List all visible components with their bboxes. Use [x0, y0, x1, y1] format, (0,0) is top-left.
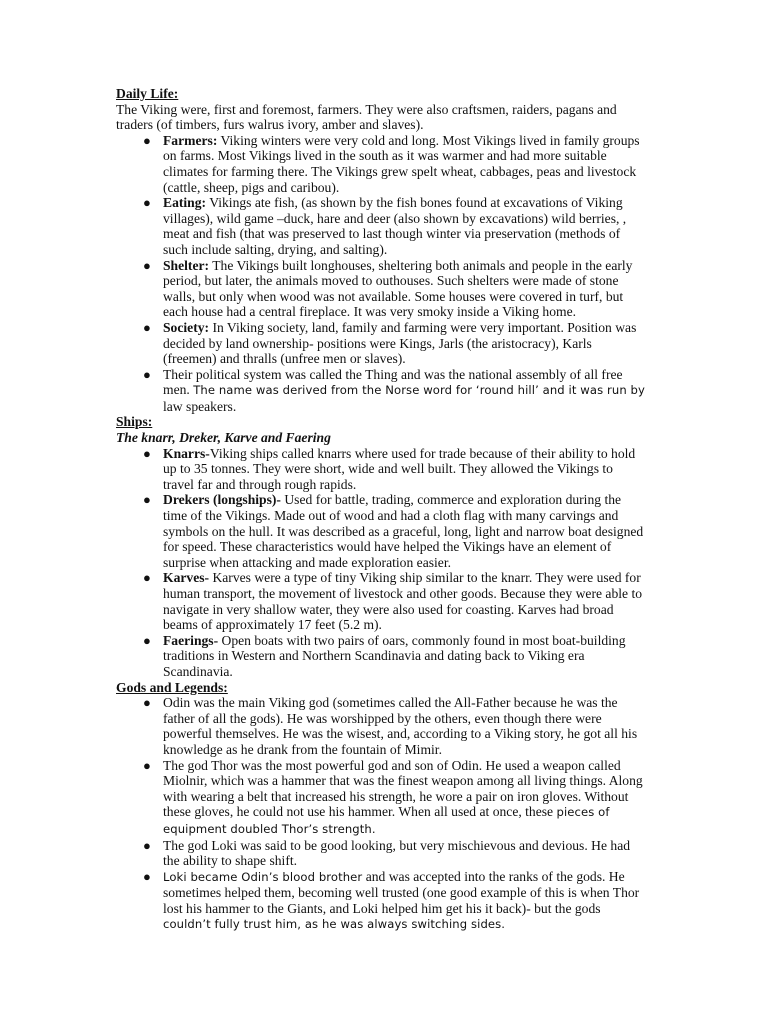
item-term: Drekers (longships)-: [163, 492, 281, 508]
item-term: Karves-: [163, 570, 210, 586]
section-subheading: The knarr, Dreker, Karve and Faering: [116, 430, 331, 446]
list-item: [116, 367, 646, 415]
bullet-icon: ●: [143, 319, 151, 335]
bullet-icon: ●: [143, 492, 151, 508]
bullet-icon: ●: [143, 837, 151, 853]
list-item: [116, 133, 646, 195]
item-text: Open boats with two pairs of oars, commonly found in most boat-building traditions in Western and Northern Scandinavia and dating back to Viking era Scandinavia.: [163, 632, 626, 679]
item-text: Used for battle, trading, commerce and exploration during the time of the Vikings. Made out of wood and had a cloth flag with many carvings and symbols on the hull. It was described as a graceful, long, light and narrow boat designed for speed. These characteristics would have helped the Vikings have an element of surprise when attacking and made exploration easier.: [163, 492, 644, 570]
list-item: [116, 633, 646, 680]
list-item: [116, 195, 646, 257]
list-item: [116, 838, 646, 869]
item-text: law speakers.: [163, 398, 237, 414]
item-term: Faerings-: [163, 632, 219, 648]
list-item: [116, 320, 646, 367]
bullet-list: [116, 446, 646, 680]
bullet-icon: ●: [143, 757, 151, 773]
document-body: [116, 86, 646, 933]
section-heading: Ships:: [116, 414, 153, 430]
item-text: The god Loki was said to be good looking, but very mischievous and devious. He had the ability to shape shift.: [163, 837, 631, 869]
item-text: In Viking society, land, family and farming were very important. Position was decided by land ownership- positions were Kings, Jarls (the aristocracy), Karls (freemen) and thralls (unfree men or slaves).: [163, 319, 637, 367]
list-item: [116, 446, 646, 493]
item-text: Their political system was called the Thing and was the national assembly of all free men.: [163, 366, 623, 398]
item-term: Society:: [163, 319, 210, 335]
item-term: Farmers:: [163, 132, 218, 148]
item-text: The Vikings built longhouses, sheltering both animals and people in the early period, but later, the animals moved to outhouses. Such shelters were made of stone walls, but only when wood was not available. Some houses were covered in turf, but each house had a central fireplace. It was very smoky inside a Viking home.: [163, 257, 633, 320]
bullet-icon: ●: [143, 132, 151, 148]
item-text: and was accepted into the ranks of the gods. He sometimes helped them, becoming well trusted (one good example of this is when Thor lost his hammer to the Giants, and Loki helped him get his it back)- but the gods: [163, 868, 640, 916]
item-text: Viking ships called knarrs where used for trade because of their ability to hold up to 35 tonnes. They were short, wide and well built. They allowed the Vikings to travel far and through rough rapids.: [163, 445, 636, 492]
item-text-alt: couldn’t fully trust him, as he was always switching sides.: [163, 917, 506, 932]
item-text-alt: pieces of equipment doubled Thor’s strength.: [163, 805, 610, 836]
list-item: [116, 492, 646, 570]
list-item: [116, 258, 646, 320]
bullet-icon: ●: [143, 695, 151, 711]
item-term: Eating:: [163, 195, 207, 211]
item-term: Shelter:: [163, 257, 210, 273]
section-heading: Daily Life:: [116, 86, 179, 101]
bullet-list: [116, 695, 646, 933]
item-term: Knarrs-: [163, 445, 210, 461]
item-text-alt: The name was derived from the Norse word for ‘round hill’ and it was run by: [193, 383, 645, 398]
section-intro: The Viking were, first and foremost, farmers. They were also craftsmen, raiders, pagans and traders (of timbers, furs walrus ivory, amber and slaves).: [116, 101, 617, 133]
item-text-alt: Loki became Odin’s blood brother: [163, 869, 363, 884]
item-text: Vikings ate fish, (as shown by the fish bones found at excavations of Viking villages), wild game –duck, hare and deer (also shown by excavations) wild berries, , meat and fish (that was preserved to last though winter via preservation (methods of such include salting, drying, and salting).: [163, 195, 627, 257]
bullet-icon: ●: [143, 868, 151, 884]
list-item: [116, 758, 646, 838]
list-item: [116, 695, 646, 757]
bullet-icon: ●: [143, 445, 151, 461]
item-text: Viking winters were very cold and long. Most Vikings lived in family groups on farms. Most Vikings lived in the south as it was warmer and had more suitable climates for farming there. The Vikings grew spelt wheat, cabbages, peas and livestock (cattle, sheep, pigs and caribou).: [163, 132, 640, 195]
item-text: Karves were a type of tiny Viking ship similar to the knarr. They were used for human transport, the movement of livestock and other goods. Because they were able to navigate in very shallow water, they were also used for coasting. Karves had broad beams of approximately 17 feet (5.2 m).: [163, 570, 643, 633]
section-daily-life: [116, 86, 646, 414]
bullet-list: [116, 133, 646, 415]
item-text: The god Thor was the most powerful god and son of Odin. He used a weapon called Miolnir, which was a hammer that was the finest weapon among all living things. Along with wearing a belt that increased his strength, he wore a pair on iron gloves. Without these gloves, he could not use his hammer. When all used at once, these: [163, 757, 643, 820]
list-item: [116, 570, 646, 632]
section-heading: Gods and Legends:: [116, 679, 228, 695]
item-text: Odin was the main Viking god (sometimes called the All-Father because he was the father of all the gods). He was worshipped by the others, even though there were powerful themselves. He was the wisest, and, according to a Viking story, he got all his knowledge as he drank from the fountain of Mimir.: [163, 695, 638, 757]
section-gods-and-legends: [116, 680, 646, 934]
list-item: [116, 869, 646, 933]
section-ships: [116, 414, 646, 679]
bullet-icon: ●: [143, 195, 151, 211]
bullet-icon: ●: [143, 632, 151, 648]
bullet-icon: ●: [143, 366, 151, 382]
bullet-icon: ●: [143, 257, 151, 273]
bullet-icon: ●: [143, 570, 151, 586]
